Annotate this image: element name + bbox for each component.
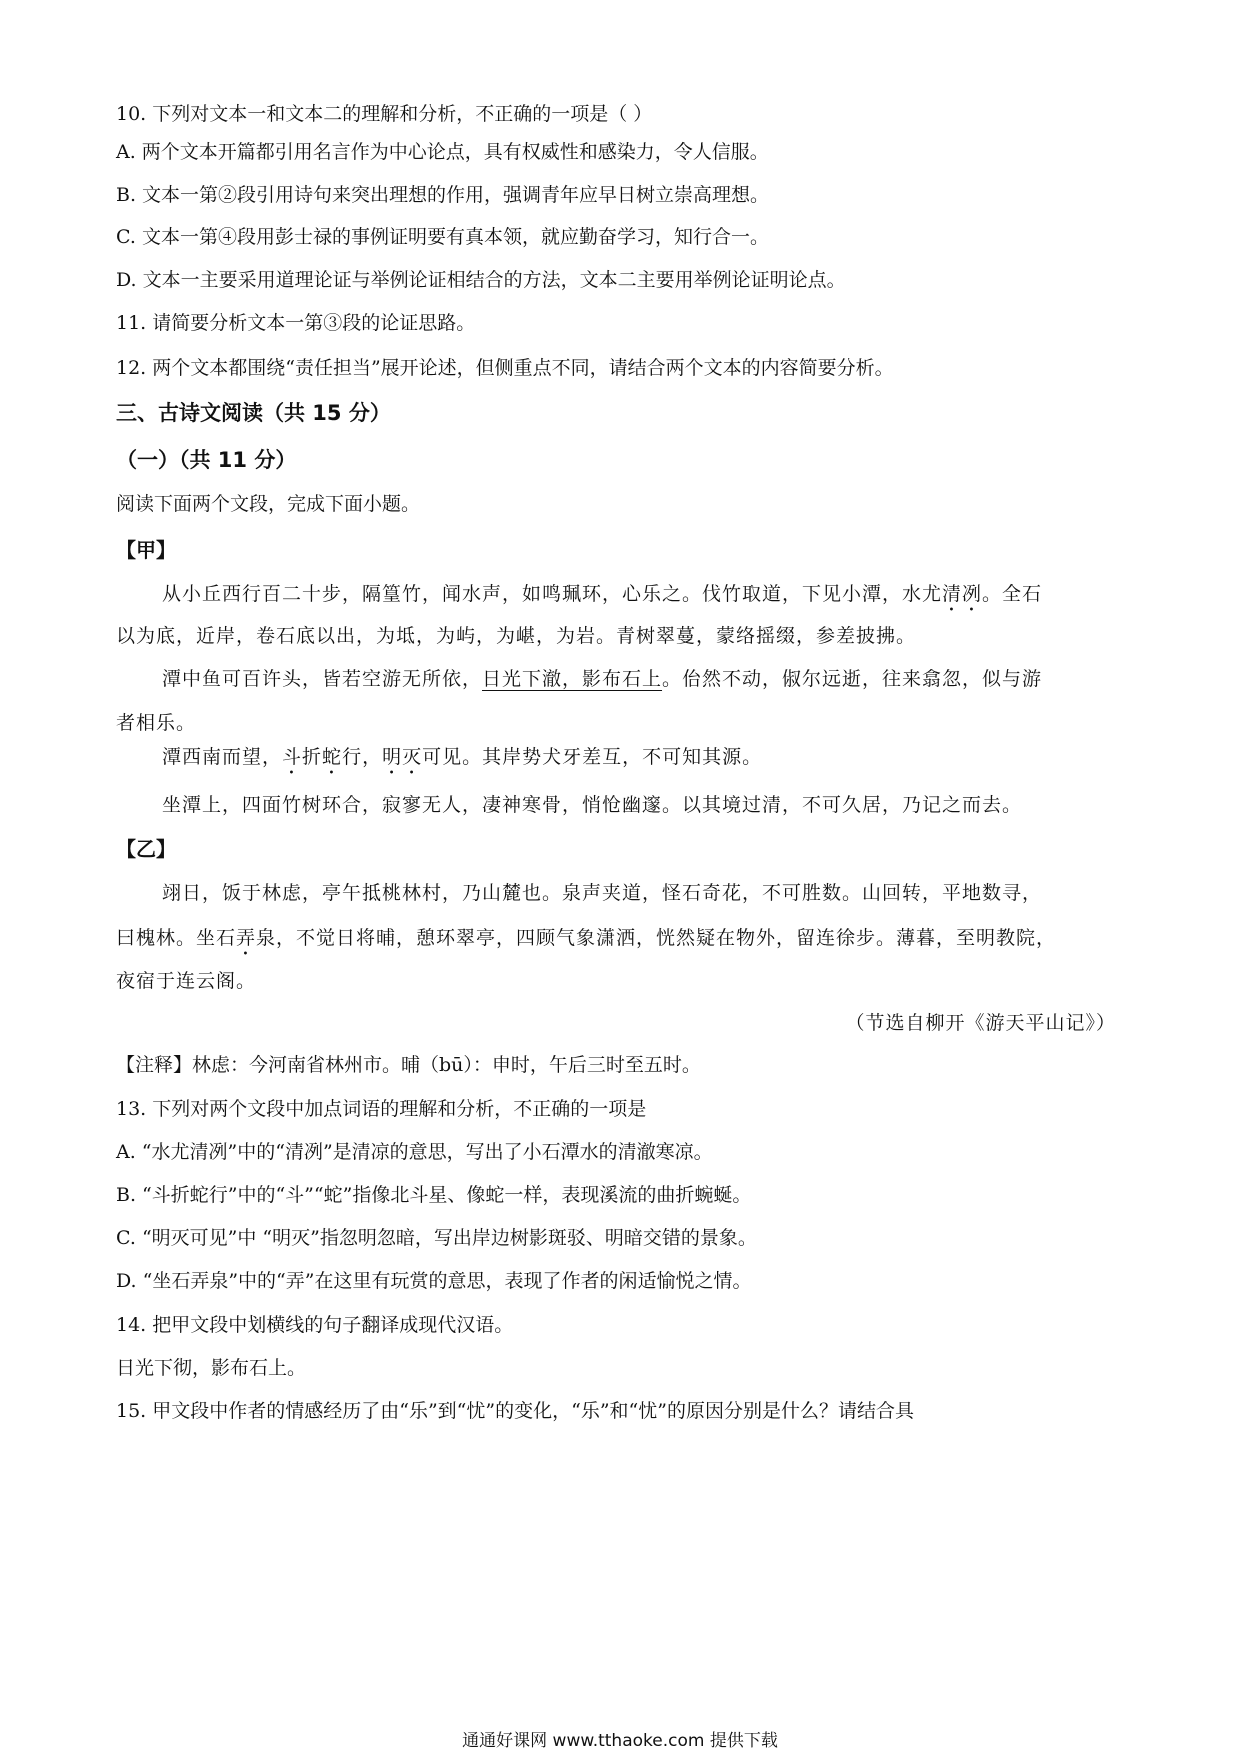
jia-p3-d: 可见。其岸势犬牙差互，不可知其源。 xyxy=(422,746,763,768)
emphasis-nong: 弄 xyxy=(236,927,257,949)
q10-option-a: A. 两个文本开篇都引用名言作为中心论点，具有权威性和感染力，令人信服。 xyxy=(116,141,769,163)
underlined-sentence: 日光下澈，影布石上 xyxy=(482,668,663,690)
yi-line3: 夜宿于连云阁。 xyxy=(116,970,257,992)
q15-stem: 15. 甲文段中作者的情感经历了由“乐”到“忧”的变化，“乐”和“忧”的原因分别是什么？请结合具 xyxy=(116,1400,914,1422)
q10-stem: 10. 下列对文本一和文本二的理解和分析，不正确的一项是（ ） xyxy=(116,103,653,125)
q12: 12. 两个文本都围绕“责任担当”展开论述，但侧重点不同，请结合两个文本的内容简要分析。 xyxy=(116,357,894,379)
jia-p2-line2: 者相乐。 xyxy=(116,712,197,734)
jia-p2-l1-b: 。佁然不动，俶尔远逝，往来翕忽，似与游 xyxy=(662,668,1043,690)
section3-title: 三、古诗文阅读（共 15 分） xyxy=(116,401,391,425)
jia-p1-line1 xyxy=(162,581,1042,616)
source-citation: （节选自柳开《游天平山记》） xyxy=(845,1012,1116,1034)
yi-l2-b: 泉，不觉日将晡，憩环翠亭，四顾气象潇洒，恍然疑在物外，留连徐步。薄暮，至明教院， xyxy=(256,927,1057,949)
q13-option-a: A. “水尤清冽”中的“清冽”是清凉的意思，写出了小石潭水的清澈寒凉。 xyxy=(116,1141,713,1163)
q14-sentence: 日光下彻，影布石上。 xyxy=(116,1357,307,1379)
yi-l2-a: 曰槐林。坐石 xyxy=(116,927,237,949)
annotation-note: 【注释】林虑：今河南省林州市。晡（bū）：申时，午后三时至五时。 xyxy=(116,1054,701,1076)
q13-stem: 13. 下列对两个文段中加点词语的理解和分析，不正确的一项是 xyxy=(116,1098,647,1120)
q10-option-d: D. 文本一主要采用道理论证与举例论证相结合的方法，文本二主要用举例论证明论点。 xyxy=(116,269,846,291)
sub1-title: （一）（共 11 分） xyxy=(116,448,297,472)
q13-option-b: B. “斗折蛇行”中的“斗”“蛇”指像北斗星、像蛇一样，表现溪流的曲折蜿蜒。 xyxy=(116,1184,752,1206)
emphasis-qinglie: 清冽 xyxy=(942,583,983,605)
jia-p3 xyxy=(162,744,762,779)
instruction: 阅读下面两个文段，完成下面小题。 xyxy=(116,493,421,515)
jia-p4: 坐潭上，四面竹树环合，寂寥无人，凄神寒骨，悄怆幽邃。以其境过清，不可久居，乃记之而去。 xyxy=(162,794,1023,816)
jia-label: 【甲】 xyxy=(116,538,176,562)
jia-p1-line2: 以为底，近岸，卷石底以出，为坻，为屿，为嵁，为岩。青树翠蔓，蒙络摇缀，参差披拂。 xyxy=(116,625,917,647)
q13-option-c: C. “明灭可见”中 “明灭”指忽明忽暗，写出岸边树影斑驳、明暗交错的景象。 xyxy=(116,1227,757,1249)
q13-option-d: D. “坐石弄泉”中的“弄”在这里有玩赏的意思，表现了作者的闲适愉悦之情。 xyxy=(116,1270,752,1292)
jia-p1-l1-b: 。全石 xyxy=(982,583,1043,605)
q10-option-b: B. 文本一第②段引用诗句来突出理想的作用，强调青年应早日树立崇高理想。 xyxy=(116,184,770,206)
jia-p1-l1-a: 从小丘西行百二十步，隔篁竹，闻水声，如鸣珮环，心乐之。伐竹取道，下见小潭，水尤 xyxy=(162,583,943,605)
yi-line2 xyxy=(116,925,1056,960)
jia-p3-c: 行， xyxy=(342,746,383,768)
q11: 11. 请简要分析文本一第③段的论证思路。 xyxy=(116,312,476,334)
emphasis-dou: 斗 xyxy=(282,746,303,768)
yi-label: 【乙】 xyxy=(116,837,176,861)
emphasis-mingmie: 明灭 xyxy=(382,746,423,768)
yi-line1: 翊日，饭于林虑，亭午抵桃林村，乃山麓也。泉声夹道，怪石奇花，不可胜数。山回转，平地数寻， xyxy=(162,882,1043,904)
jia-p2-line1 xyxy=(162,666,1042,692)
footer-watermark: 通通好课网 www.tthaoke.com 提供下载 xyxy=(462,1731,778,1751)
q10-option-c: C. 文本一第④段用彭士禄的事例证明要有真本领，就应勤奋学习，知行合一。 xyxy=(116,226,769,248)
emphasis-she: 蛇 xyxy=(322,746,343,768)
q14-stem: 14. 把甲文段中划横线的句子翻译成现代汉语。 xyxy=(116,1314,514,1336)
jia-p3-b: 折 xyxy=(302,746,323,768)
jia-p2-l1-a: 潭中鱼可百许头，皆若空游无所依， xyxy=(162,668,483,690)
jia-p3-a: 潭西南而望， xyxy=(162,746,283,768)
